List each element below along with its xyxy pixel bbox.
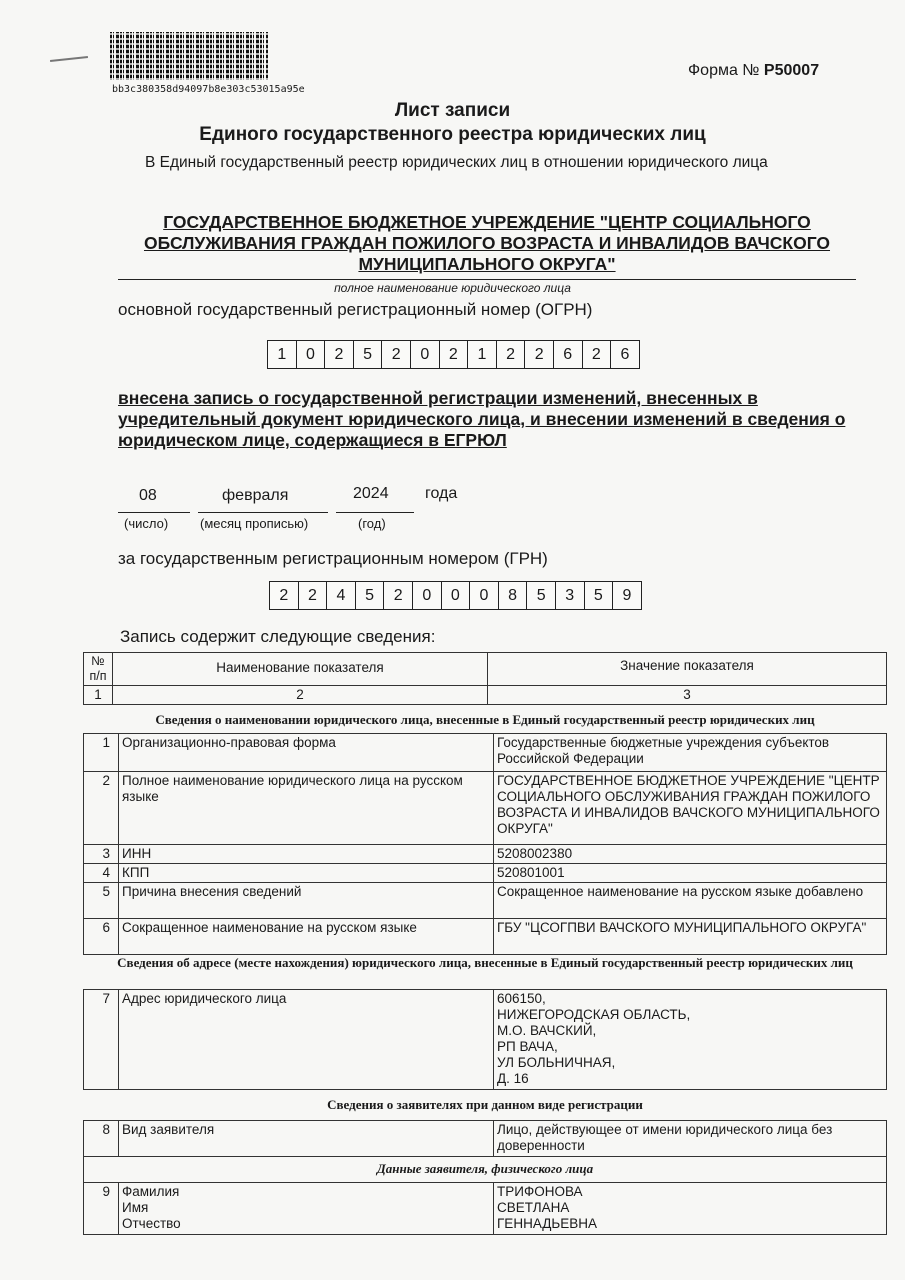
address-line: М.О. ВАЧСКИЙ,	[497, 1023, 597, 1038]
grn-digits	[270, 581, 642, 610]
grn-digit: 4	[326, 581, 356, 610]
row-num: 9	[84, 1183, 119, 1235]
row-name: Адрес юридического лица	[119, 990, 494, 1090]
page-title: Лист записи	[394, 100, 511, 121]
first-name-label: Имя	[122, 1200, 149, 1215]
patronymic-value: ГЕННАДЬЕВНА	[497, 1216, 598, 1231]
day-caption: (число)	[124, 516, 169, 531]
ogrn-digit: 1	[267, 340, 297, 369]
section-address-title: Сведения об адресе (месте нахождения) юридического лица, внесенные в Единый государственный реестр юридических лиц	[117, 955, 853, 970]
grn-digit: 2	[269, 581, 299, 610]
grn-digit: 8	[498, 581, 528, 610]
row-num: 2	[84, 772, 119, 845]
row-value: ГБУ "ЦСОГПВИ ВАЧСКОГО МУНИЦИПАЛЬНОГО ОКРУГА"	[494, 919, 887, 955]
record-intro: Запись содержит следующие сведения:	[120, 627, 436, 646]
ogrn-digit: 2	[324, 340, 354, 369]
row-value: Государственные бюджетные учреждения субъектов Российской Федерации	[494, 734, 887, 772]
section-name-title: Сведения о наименовании юридического лица, внесенные в Единый государственный реестр юридических лиц	[155, 712, 815, 727]
month-caption: (месяц прописью)	[200, 516, 309, 531]
ogrn-digit: 1	[467, 340, 497, 369]
address-line: УЛ БОЛЬНИЧНАЯ,	[497, 1055, 616, 1070]
table-row	[84, 1121, 887, 1157]
address-line: Д. 16	[497, 1071, 529, 1086]
pen-mark	[50, 56, 88, 62]
row-num: 1	[84, 734, 119, 772]
row-num: 8	[84, 1121, 119, 1157]
year-caption: (год)	[358, 516, 386, 531]
table-subheader	[84, 1157, 887, 1183]
date-month: февраля	[222, 487, 289, 504]
ogrn-digit: 2	[381, 340, 411, 369]
patronymic-label: Отчество	[122, 1216, 181, 1231]
address-table	[83, 989, 887, 1090]
date-suffix: года	[425, 485, 458, 502]
grn-digit: 3	[555, 581, 585, 610]
ogrn-digit: 2	[496, 340, 526, 369]
row-value: Сокращенное наименование на русском языке добавлено	[494, 883, 887, 919]
grn-label: за государственным регистрационным номером (ГРН)	[118, 549, 548, 568]
grn-digit: 2	[383, 581, 413, 610]
form-code: Р50007	[763, 62, 820, 79]
applicant-subheader: Данные заявителя, физического лица	[84, 1157, 887, 1183]
col-value-header: Значение показателя	[488, 653, 887, 686]
col-index-3: 3	[488, 686, 887, 705]
ogrn-digit: 5	[353, 340, 383, 369]
header-table	[83, 652, 887, 705]
grn-digit: 0	[469, 581, 499, 610]
grn-digit: 0	[441, 581, 471, 610]
ogrn-digit: 6	[610, 340, 640, 369]
table-row	[84, 990, 887, 1090]
surname-value: ТРИФОНОВА	[497, 1184, 583, 1199]
surname-label: Фамилия	[122, 1184, 180, 1199]
first-name-value: СВЕТЛАНА	[497, 1200, 570, 1215]
barcode	[110, 32, 268, 80]
row-num: 7	[84, 990, 119, 1090]
applicant-table	[83, 1120, 887, 1235]
address-line: 606150,	[497, 991, 546, 1006]
col-index-2: 2	[113, 686, 488, 705]
entry-text: внесена запись о государственной регистрации изменений, внесенных в учредительный документ юридического лица, и внесении изменений в сведения о юридическом лице, содержащиеся в ЕГРЮЛ	[118, 388, 846, 450]
ogrn-digit: 2	[439, 340, 469, 369]
table-row	[84, 734, 887, 772]
person-labels	[119, 1183, 494, 1235]
row-name: Полное наименование юридического лица на русском языке	[119, 772, 494, 845]
org-name-caption: полное наименование юридического лица	[334, 281, 571, 295]
address-line: РП ВАЧА,	[497, 1039, 558, 1054]
org-full-name: ГОСУДАРСТВЕННОЕ БЮДЖЕТНОЕ УЧРЕЖДЕНИЕ "ЦЕНТР СОЦИАЛЬНОГО ОБСЛУЖИВАНИЯ ГРАЖДАН ПОЖИЛОГО ВОЗРАСТА И ИНВАЛИДОВ ВАЧСКОГО МУНИЦИПАЛЬНОГО ОКРУГА"	[143, 212, 831, 274]
table-row	[84, 883, 887, 919]
row-name: Вид заявителя	[119, 1121, 494, 1157]
barcode-hash: bb3c380358d94097b8e303c53015a95e	[112, 84, 305, 95]
row-name: КПП	[119, 864, 494, 883]
table-row	[84, 864, 887, 883]
table-row	[84, 1183, 887, 1235]
row-num: 4	[84, 864, 119, 883]
col-name-header: Наименование показателя	[113, 653, 488, 686]
row-name: Организационно-правовая форма	[119, 734, 494, 772]
row-num: 5	[84, 883, 119, 919]
ogrn-digit: 2	[524, 340, 554, 369]
col-index-1: 1	[84, 686, 113, 705]
ogrn-digit: 0	[296, 340, 326, 369]
table-row	[84, 919, 887, 955]
grn-digit: 5	[584, 581, 614, 610]
org-name-underline	[118, 279, 856, 280]
row-num: 3	[84, 845, 119, 864]
ogrn-digit: 0	[410, 340, 440, 369]
table-row	[84, 772, 887, 845]
grn-digit: 5	[355, 581, 385, 610]
address-line: НИЖЕГОРОДСКАЯ ОБЛАСТЬ,	[497, 1007, 691, 1022]
row-value: Лицо, действующее от имени юридического лица без доверенности	[494, 1121, 887, 1157]
row-value: ГОСУДАРСТВЕННОЕ БЮДЖЕТНОЕ УЧРЕЖДЕНИЕ "ЦЕНТР СОЦИАЛЬНОГО ОБСЛУЖИВАНИЯ ГРАЖДАН ПОЖИЛОГО ВОЗРАСТА И ИНВАЛИДОВ ВАЧСКОГО МУНИЦИПАЛЬНОГО ОКРУГА"	[494, 772, 887, 845]
row-name: Сокращенное наименование на русском языке	[119, 919, 494, 955]
year-underline	[336, 512, 414, 513]
person-values	[494, 1183, 887, 1235]
grn-digit: 2	[298, 581, 328, 610]
row-name: Причина внесения сведений	[119, 883, 494, 919]
section-applicants-title: Сведения о заявителях при данном виде регистрации	[327, 1097, 643, 1112]
address-value	[494, 990, 887, 1090]
grn-digit: 0	[412, 581, 442, 610]
ogrn-label: основной государственный регистрационный номер (ОГРН)	[118, 300, 593, 319]
month-underline	[198, 512, 328, 513]
grn-digit: 5	[526, 581, 556, 610]
ogrn-digit: 2	[582, 340, 612, 369]
row-value: 520801001	[494, 864, 887, 883]
day-underline	[118, 512, 190, 513]
row-value: 5208002380	[494, 845, 887, 864]
grn-digit: 9	[612, 581, 642, 610]
page-subtitle: Единого государственного реестра юридических лиц	[199, 124, 706, 145]
date-year: 2024	[353, 485, 389, 502]
date-day: 08	[139, 487, 157, 504]
ogrn-digits	[268, 340, 640, 369]
row-name: ИНН	[119, 845, 494, 864]
col-num-header: № п/п	[84, 653, 113, 686]
table-row	[84, 845, 887, 864]
row-num: 6	[84, 919, 119, 955]
form-label: Форма №	[688, 62, 764, 79]
name-table	[83, 733, 887, 955]
form-number	[688, 62, 819, 80]
intro-text: В Единый государственный реестр юридических лиц в отношении юридического лица	[145, 154, 768, 171]
ogrn-digit: 6	[553, 340, 583, 369]
